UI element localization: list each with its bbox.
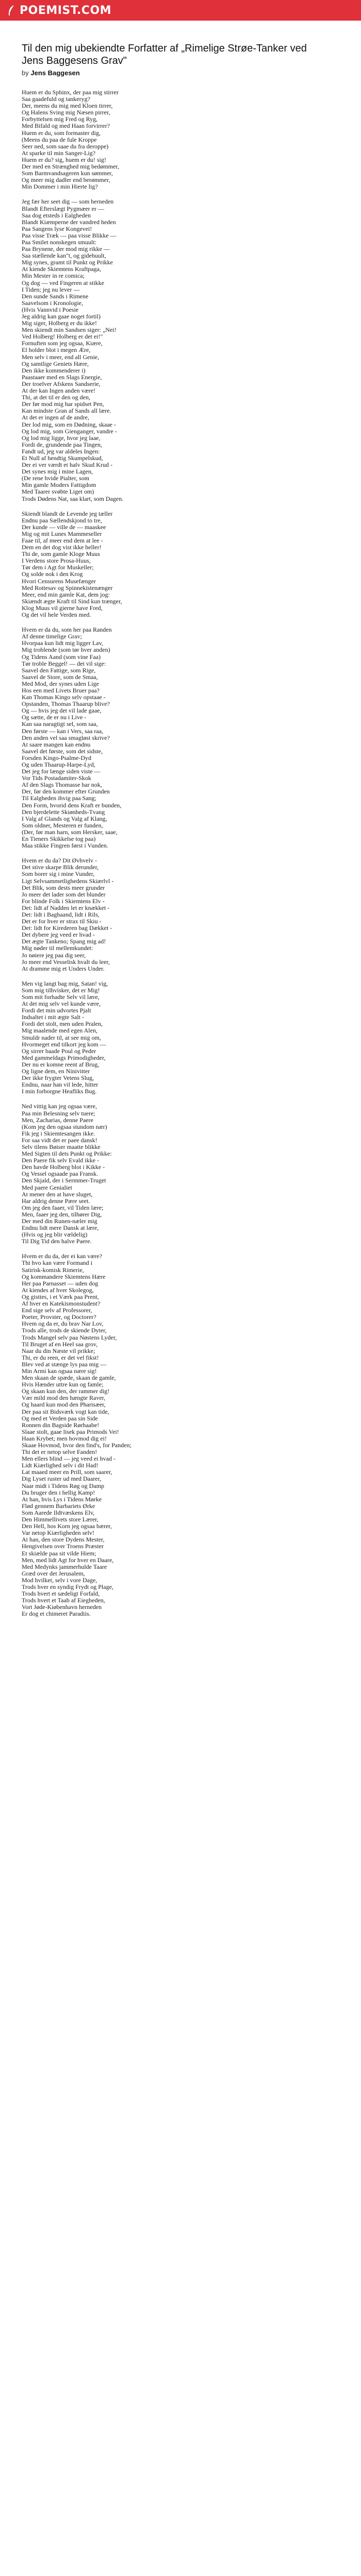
poem-line: Med Bifald og med Haan forvirrer? [22, 122, 110, 130]
poem-line: Fik jeg i Skiemtesangen ikke. [22, 1129, 95, 1137]
poem-line: Og meer mig dadler end berømmer, [22, 176, 110, 184]
poem-line: Huem er du? sig, huem er du! sig! [22, 156, 106, 163]
poem-line: (De rene hvide Pialter, som [22, 474, 90, 482]
poem-line: Og dog — ved Fingeren at stikke [22, 279, 104, 286]
poem-line: Det dybere jeg veed er hvad - [22, 931, 95, 939]
poem-line: Dig Lyset ruster ud med Daarer, [22, 1475, 102, 1483]
poem-line: Thi det er netop selve Fanden! [22, 1448, 97, 1456]
poem-line: Med gammeldags Primodigheder, [22, 1054, 106, 1061]
poem-line: Jeg fær her seet dig — som herneden [22, 198, 114, 206]
poem-line: Der troelver Afskens Sandserie, [22, 380, 101, 387]
poem-line: At kiendes af hver Skolegog, [22, 1286, 94, 1294]
poem-line: Fordi det stolt, men uden Pralen, [22, 1020, 103, 1028]
poem-line: Trods Dødens Nat, saa klart, som Dagen. [22, 495, 124, 502]
poem-line: Opstanden, Thomas Thaarup blive? [22, 700, 110, 708]
poem-line: Der med din Runen-næler mig [22, 1217, 97, 1225]
poem-line: Endnu, naar han vil lede, hitter [22, 1081, 99, 1089]
poem-line: Hvori Censurens Musefænger [22, 577, 96, 585]
poem-line: Til Ealgheden ihvig paa Sang; [22, 794, 96, 802]
poem-line: Og Tidens Aand (som vine Faa) [22, 653, 101, 660]
poem-line: Paa Sangens lyse Kongevei! [22, 225, 92, 232]
poem-line: Saavelsom i Kronologie, [22, 299, 83, 307]
poem-title: Til den mig ubekiendte Forfatter af „Rimelige Strøe-Tanker ved Jens Baggesens Grav" [22, 43, 307, 66]
poem-line: Men skaan de spæde, skaan de gamle, [22, 1374, 116, 1382]
poem-line: Trods hvert et Taab af Eiegheden, [22, 1597, 105, 1604]
poem-line: Paa Brynene, der mod mig rikke — [22, 245, 110, 253]
poem-line: Med paere Genialiet [22, 1183, 72, 1191]
poem-line: Og lod mig, som Gienganger, vandre - [22, 427, 117, 435]
poem-line: Saa gaadefuld og tankeryg? [22, 95, 90, 103]
poem-line: Og det vil hele Verden med. [22, 611, 91, 619]
poem-line: Thi, at det til er den og den, [22, 394, 90, 401]
poem-line: Saavel det første, som det sidste, [22, 747, 103, 755]
poem-line: Det Blik, som dests meer grunder [22, 884, 105, 891]
poem-line: Lat maaed meer en Prill, som saarer, [22, 1468, 112, 1476]
poem-line: For blinde Folk i Skiemtens Elv - [22, 897, 105, 905]
poem-line: Af hver en Katekismonstudent? [22, 1300, 101, 1308]
poem-line: Den Form, hvorid dens Kraft er bunden, [22, 801, 122, 809]
poem-line: Saa dog etsteds i Ealgheden [22, 211, 91, 219]
poem-line: Den sunde Sands i Rimene [22, 292, 89, 300]
poem-line: Min Mester in re comica; [22, 272, 85, 280]
poem-line: Og Vessel ogsaade paa Fransk. [22, 1170, 99, 1178]
poem-line: Forsden Kingo-Psalme-Dyd [22, 754, 91, 761]
poem-line: Og kommandere Skiemtens Hære [22, 1273, 106, 1280]
poem-line: Men selv i meer, end all Genie, [22, 353, 100, 361]
poem-line: Men vig langt bag mig, Satan! vig, [22, 979, 108, 987]
poem-line: Fordi de, grundende paa Tingen, [22, 440, 102, 448]
poem-line: Trods hvert et sædeligt Forfald, [22, 1590, 100, 1598]
poem-line: At det mig selv vel kunde være, [22, 1000, 101, 1008]
poem-line: Blandt Efterslægt Pygmæer er — [22, 205, 104, 212]
poem-line: Græd over det Jerusalem, [22, 1569, 85, 1577]
poem-line: Vort Jøde-Kiøbenhavn herneden [22, 1603, 102, 1611]
poem-line: Hvem er du da? Dit Øvhvelv - [22, 857, 97, 865]
stanza [22, 1253, 343, 1617]
poem-line: Det er for hver er strax til Skiu - [22, 918, 102, 925]
stanza [22, 89, 343, 190]
poem-line: En Tieners Skikkelse tog paa) [22, 835, 96, 843]
poem-line: (Der, før man harn, som Hersker, saae, [22, 828, 118, 836]
poem-line: Den Himmellivets store Lærer, [22, 1516, 99, 1523]
poem-line: Hvem er da du, som her paa Randen [22, 626, 112, 634]
poem-line: Der lod mig, som en Dødning, skaaе - [22, 420, 116, 428]
poem-line: Det: lidt for Kirederen bag Dækket - [22, 924, 112, 932]
poem-line: Skiendt blandt de Levende jeg tæller [22, 510, 113, 517]
poem-line: Jo meer end Vesselisk hvalt du leer, [22, 958, 110, 965]
poem-line: At saare mangen kan endnu [22, 740, 91, 748]
poem-line: Huem er du Sphinx, der paa mig stirrer [22, 89, 119, 96]
poem-line: Det ægte Tankeno; Spang mig ad! [22, 938, 106, 945]
poem-line: Slaae stolt, gaae lisek paa Primods Vei! [22, 1428, 119, 1435]
poem-line: Paa min Belesning selv tuere; [22, 1109, 95, 1117]
poem-line: Hvorpaa kun lidt mig ligger Lav, [22, 639, 103, 647]
poem-line: Som mig tilhvisker, det er Mig! [22, 986, 100, 994]
poem-line: Og sirrer baade Poul og Peder [22, 1047, 96, 1055]
poem-line: Jo nøiere jeg paa dig seer, [22, 951, 86, 959]
poem-line: (Kom jeg den ogsaa stundom nær) [22, 1123, 107, 1130]
poem-line: Den bjerdelette Skiønheds-Tvang [22, 808, 105, 816]
poem-line: Thi de, som gamle Kloge Muus [22, 550, 100, 558]
poem-line: Og Halens Sving mig Næsen pirrer, [22, 109, 110, 116]
poem-line: I Verdens store Prosa-Huus, [22, 557, 91, 565]
poem-article [0, 21, 361, 1625]
poem-line: Der kunde — ville de — maaskee [22, 523, 106, 531]
poem-line: Kan Thomas Kingo selv opstaae - [22, 693, 106, 701]
poem-line: Mig siger, Holberg er du ikke! [22, 319, 97, 327]
poem-line: Naar du din Næste vil prikke; [22, 1347, 95, 1354]
poem-line: Men skiendt min Sandsen siger: „Nei! [22, 326, 117, 334]
poem-line: Med Mod, der synes uden Lige [22, 680, 99, 687]
poem-line: Blandt Kiæmperne der vandred heden [22, 218, 116, 226]
poem-line: Saa stællende kan"t, og gidehuult, [22, 252, 106, 260]
poem-line: Til Bruget af en Heel saa grov, [22, 1340, 98, 1348]
poem-line: Blev ved at stænge lys paa mig — [22, 1360, 107, 1368]
poem-line: Skiændt ægte Kraft til Sind kun trænger, [22, 597, 122, 605]
poem-line: Mig synes, gramt til Punkt og Prikke [22, 259, 113, 266]
poem-line: Trods hver en syndig Frydt og Plage, [22, 1583, 113, 1590]
poem-line: Med Sigten til dets Punkt og Prikke: [22, 1150, 112, 1158]
poem-line: Med Medynks jammerhulde Taare [22, 1563, 107, 1570]
poem-line: Trods alle, trods de skiende Dyter, [22, 1327, 107, 1334]
poem-line: End sige selv af Professorer, [22, 1307, 92, 1314]
poem-line: Som Barmvandsageren kun sømmer, [22, 170, 113, 177]
stanza [22, 1103, 343, 1245]
poem-line: Men ellers blind — jeg veed ei hvad - [22, 1455, 116, 1463]
poem-line: Saavel de Store, som de Smaa, [22, 673, 98, 681]
poem-line: Faae til, af meer end dem at lee - [22, 537, 103, 544]
poem-line: Meer, end min gamle Kat, dem jog: [22, 590, 110, 598]
poem-line: Fordi det min udvortes Pjalt [22, 1007, 91, 1014]
byline [22, 69, 343, 77]
poem-line: At det er ingen af de andre, [22, 414, 89, 421]
poem-line: Det: lidt i Baghaand, lidt i Rils, [22, 910, 100, 918]
poem-line: Hengivelsen over Troens Præster [22, 1543, 104, 1550]
poem-line: Poeter, Provster, og Doctorer? [22, 1313, 96, 1321]
poem-line: Min Dommer i min Hierte lig? [22, 183, 98, 191]
poem-line: At han, den store Dydens Mester, [22, 1536, 105, 1544]
poem-line: Her paa Parnasset — uden dog [22, 1279, 99, 1287]
poem-line: Selv tilens Bøiser maatte blikke [22, 1143, 101, 1150]
poem-line: Af denne timelige Grav; [22, 633, 82, 640]
poem-line: Der ikke frygter Vetens Slug, [22, 1074, 94, 1082]
poem-line: Den havde Holberg blot i Kikke - [22, 1163, 105, 1171]
poem-line: Lidt Kiærlighed selv i dit Had! [22, 1462, 99, 1469]
poem-line: At der kan Ingen anden være! [22, 387, 95, 395]
poem-line: I Tiden; jeg nu lever — [22, 285, 80, 293]
poem-line: Og — hvis jeg det vil lade gaae, [22, 707, 102, 715]
poem-line: At kiende Skiemtens Kraftpaga, [22, 265, 101, 273]
poem-line: Ved Holberg! Holberg er det ei!" [22, 333, 103, 341]
poem-line: (Meens du paa de fule Kroppe [22, 135, 97, 143]
site-header [0, 0, 361, 21]
poem-line: Men, Zacharias, denne Paere [22, 1116, 93, 1124]
poem-line: Min Armi kan ogsaa nære sig! [22, 1367, 97, 1375]
site-logo-text: POEMIST.COM [20, 4, 112, 17]
poem-line: Ronnen din Bagside Rørhaabe! [22, 1421, 100, 1429]
feather-icon [7, 5, 15, 16]
poem-line: Den Hell, hos Korn jeg ogsaa bærer, [22, 1522, 112, 1530]
poem-line: Der, før den kommer efter Grunden [22, 788, 110, 795]
poem-line: Naar midt i Tidens Røg og Damp [22, 1482, 105, 1489]
poem-line: Som oldner, Mesteren er funden, [22, 821, 103, 829]
poem-line: Mig troblende (som tør hver anden) [22, 646, 110, 654]
poem-line: Du bruger den i hellig Kamp! [22, 1488, 95, 1496]
poem-line: Paastaaer med en Slags Energie, [22, 373, 102, 381]
poem-line: Og med et Verden paa sin Side [22, 1414, 98, 1422]
poem-line: Smuldr nader til, at see mig om, [22, 1033, 101, 1041]
poem-line: Skaae Hovmod, hvor den find's, for Panden; [22, 1442, 132, 1449]
poem-line: Klog Muus vil gierne have Fred, [22, 604, 103, 612]
poem-line: Thi, er du reen, er det vel fikst! [22, 1353, 99, 1361]
poem-line: Men, med lidt Agt for hver en Daare, [22, 1556, 114, 1564]
author-link[interactable]: Jens Baggesen [30, 69, 80, 77]
poem-line: Som Aarede Ildtvæskens Elv, [22, 1509, 95, 1516]
poem-line: Har aldrig denne Pære seet. [22, 1197, 90, 1205]
poem-line: Maa stikke Fingren først i Vunden. [22, 842, 108, 850]
poem-line: Og sætte, de er nu i Live - [22, 714, 87, 721]
poem-line: Med Taarer svøbte Liget om) [22, 488, 94, 496]
poem-line: Den anden vel saa smagløst skrive? [22, 734, 110, 741]
poem-line: Men, faaer jeg den, tilhører Dig, [22, 1210, 102, 1218]
poem-line: Jeg aldrig kan gaae noget fortil) [22, 313, 101, 320]
poem-line: Haan Krybet; men hovmod dig ei! [22, 1434, 107, 1442]
poem-line: Dem en det dog vist ikke heller! [22, 544, 102, 551]
site-logo[interactable] [7, 4, 111, 17]
poem-line: Er dog et chimeret Paradiis. [22, 1610, 91, 1618]
poem-line: Hvis Hænder uttre kun og famle; [22, 1381, 104, 1388]
poem-line: Som borer sig i mine Vunder, [22, 870, 95, 878]
poem-line: Og solde nok i den Krog [22, 570, 83, 578]
poem-line: Kan saa naragtigt sel, som saa, [22, 720, 98, 728]
poem-line: Flød gennem Barbariets Ørke [22, 1502, 95, 1510]
byline-prefix: by [22, 69, 29, 77]
poem-line: Kan mindste Gran af Sands all lære. [22, 407, 111, 415]
poem-line: Og gisttes, i et Værk paa Prent, [22, 1293, 99, 1300]
poem-line: Ned vittig kan jeg ogsaa være, [22, 1103, 97, 1110]
poem-line: Og uden Thaarup-Harpe-Lyd, [22, 761, 95, 768]
poem-line: Der med en Strænghed mig bedømmer, [22, 163, 119, 171]
poem-line: Seer ned, som saae du fra deroppe) [22, 142, 109, 150]
stanza [22, 626, 343, 849]
poem-line: El holder blot i megen Ære, [22, 346, 91, 354]
poem-line: At mener den at have sluget, [22, 1190, 93, 1198]
poem-line: Paa Smilet nonskegen smuult: [22, 238, 96, 246]
poem-line: I min forborgne Heafliks Bug. [22, 1088, 97, 1095]
poem-line: Til Dig Tid den halve Paere. [22, 1238, 92, 1245]
poem-line: Satirisk-komisk Rimerie, [22, 1266, 84, 1274]
poem-line: Jo meer det lader som det blunder [22, 890, 106, 898]
poem-body [22, 89, 343, 1617]
poem-line: Saavel den Fattige, som Rige, [22, 666, 96, 674]
poem-line: Det: lidt af Nadden let er knækket - [22, 904, 110, 911]
poem-line: Det stive skarpe Blik derunder, [22, 863, 99, 871]
stanza [22, 511, 343, 619]
poem-line: Mig nøder til mellemkundet: [22, 944, 93, 952]
poem-line: Med Rottesav og Spinnekistenænger [22, 584, 113, 591]
poem-line: (Hvis og jeg blir vældelig) [22, 1231, 88, 1239]
poem-line: At dramme mig et Unders Under. [22, 964, 105, 972]
poem-line: Trods Mangel selv paa Nøstens Lyder, [22, 1333, 117, 1341]
poem-line: Af den Slags Thomasse har nok, [22, 781, 102, 789]
poem-line: Mig og mit Lunes Mammeseller [22, 530, 102, 537]
poem-line: Hvem og da er, du brav Nar Lov, [22, 1320, 104, 1328]
poem-line: Den første — kan i Vers, saa raa, [22, 727, 104, 735]
poem-line: Mig maalende med egen Alen, [22, 1027, 97, 1035]
poem-line: Hvormeget end tilkort jeg kom — [22, 1040, 106, 1048]
poem-line: Den Skjald, der i Sermmer-Truget [22, 1177, 106, 1184]
poem-line: Der før mod mig har spidset Pen, [22, 400, 104, 408]
poem-line: Den ikke kommenderer i) [22, 366, 86, 374]
poem-line: Thi hvo kan være Formand i [22, 1259, 92, 1267]
poem-line: Ligt Selvsammetlighedens Skiærlvl - [22, 877, 114, 885]
poem-line: Huem er du, som formaster dig, [22, 129, 101, 137]
poem-line: Paa visse Træk — paa visse Blikke — [22, 231, 117, 239]
poem-line: Forbyttelsen mig Fred og Ryg, [22, 115, 98, 123]
poem-line: Indsaltet i mit ægte Salt - [22, 1013, 84, 1021]
poem-line: Min gamle Moders Fattigdom [22, 481, 96, 489]
poem-line: Endnu paa Sællendskjond to tre, [22, 516, 102, 524]
poem-line: Og skaan kun den, der rammer dig! [22, 1387, 110, 1395]
poem-line: Det synes mig i mine Lagen, [22, 468, 93, 476]
poem-line: Et Null af hendtig Skumpelskud, [22, 454, 103, 462]
poem-line: Tør troble Beggel! — det vil sige: [22, 659, 106, 667]
poem-line: Det jeg for længe siden viste — [22, 768, 101, 775]
poem-line: For saa vidt det er paee dansk! [22, 1136, 97, 1144]
poem-line: Og haard kun mod den Pharisæer, [22, 1401, 106, 1409]
poem-line: Vær mild mod den hængte Raver, [22, 1394, 106, 1402]
poem-line: Der paa sit Bidsværk vogt kan tide, [22, 1408, 109, 1415]
poem-line: At han, hvis Lys i Tidens Mørke [22, 1495, 102, 1503]
poem-line: Og lod mig ligge, hvor jeg laae, [22, 434, 101, 442]
stanza [22, 980, 343, 1095]
poem-line: Endnu lidt mere Dansk at lære, [22, 1224, 99, 1232]
poem-line: Et skiælde paa sit vilde Hiem; [22, 1549, 96, 1557]
poem-line: Hvem er du da, der ei kan være? [22, 1252, 102, 1260]
poem-line: Om jeg den faaer, vil Tiden lære; [22, 1204, 104, 1211]
poem-line: At sparke til min Sanger-Lig? [22, 149, 96, 157]
poem-line: Fornuften som jeg ogsaa, Kiære, [22, 340, 103, 347]
poem-line: Tør dem i Agt for Muskeller; [22, 564, 94, 571]
poem-line: Og ligne dem, en Ninivitter [22, 1067, 90, 1075]
poem-line: Den Paere fik selv Evald ikke - [22, 1157, 99, 1164]
poem-line: Mod hvilket, selv i vore Dage, [22, 1576, 97, 1584]
stanza [22, 857, 343, 972]
poem-line: Der, meens du mig med Kloen tirrer, [22, 102, 113, 110]
poem-line: Fandt ud, jeg var aldeles Ingen: [22, 447, 100, 455]
poem-line: Hos een med Livets Bruer paa? [22, 686, 100, 694]
poem-line: Vor Tids Postadamiter-Skok [22, 774, 91, 782]
stanza [22, 198, 343, 502]
poem-line: Som mit forhadte Selv vil lære, [22, 993, 100, 1001]
poem-line: I Valg af Glands og Valg af Klang, [22, 815, 107, 822]
poem-line: Var netop Kiærligheden selv! [22, 1529, 94, 1537]
poem-line: Der nu er komne reent af Brug, [22, 1060, 100, 1068]
poem-line: (Hvis Vannvid i Poesie [22, 306, 79, 313]
poem-line: Der ei ver værdt et halv Skud Krud - [22, 461, 112, 469]
poem-line: Og samtlige Geniets Hære, [22, 360, 89, 367]
